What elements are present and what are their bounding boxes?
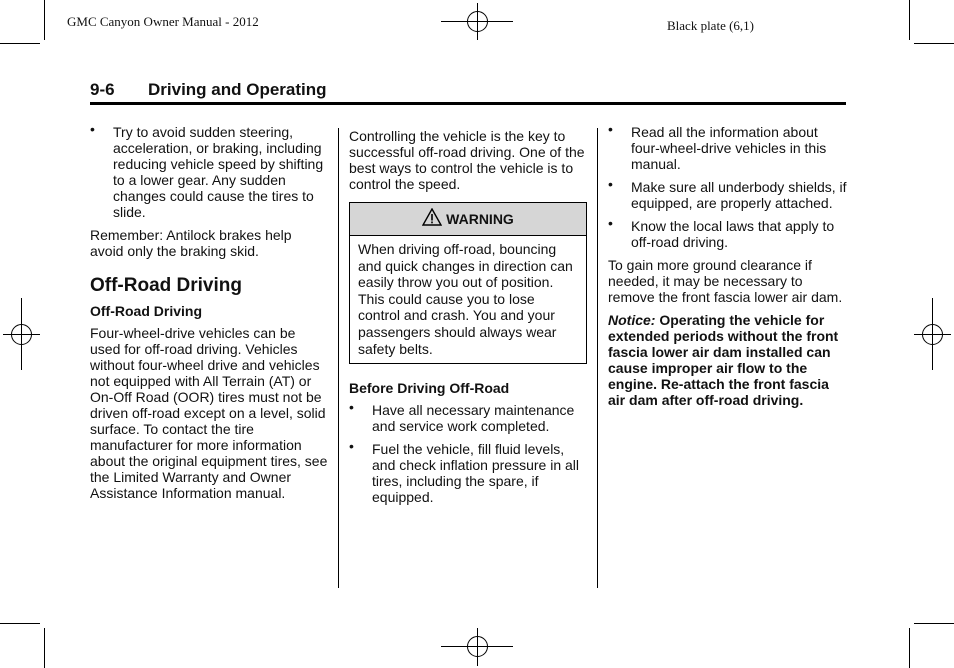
list-item-text: Know the local laws that apply to off-road driving. [631,218,835,250]
section-title [90,80,846,104]
column-divider-1 [338,128,339,588]
list-item [90,121,328,220]
column-3 [608,121,848,415]
list-item-text: Read all the information about four-wheel-drive vehicles in this manual. [631,124,827,172]
warning-box [349,202,587,364]
header-left: GMC Canyon Owner Manual - 2012 [67,14,259,29]
notice-paragraph [608,312,848,408]
list-item [608,176,848,211]
warning-title: WARNING [446,211,514,227]
bullet-icon: • [90,121,95,137]
bullet-icon: • [608,215,613,231]
warning-text: When driving off-road, bouncing and quick changes in direction can easily throw you out of position. This could cause you to lose control and crash. You and your passengers should always wear safety belts. [358,241,573,357]
list-item [349,399,587,435]
remember-note: Remember: Antilock brakes help avoid only the braking skid. [90,227,292,259]
section-heading: Off-Road Driving [90,275,242,296]
subsection-heading: Off-Road Driving [90,303,202,319]
warning-header [350,203,586,236]
notice-label: Notice: [608,312,656,328]
list-item [608,121,848,172]
column-1 [90,121,328,508]
bullet-icon: • [349,399,354,416]
section-number: 9-6 [90,80,115,99]
list-item-text: Have all necessary maintenance and service work completed. [372,402,575,435]
list-item-text: Fuel the vehicle, fill fluid levels, and check inflation pressure in all tires, including the spare, if equipped. [372,441,580,506]
header-right: Black plate (6,1) [667,18,754,33]
list-item [608,215,848,250]
list-item-text: Make sure all underbody shields, if equipped, are properly attached. [631,179,847,211]
bullet-icon: • [349,438,354,455]
subsection-heading: Before Driving Off-Road [349,380,510,397]
list-item-text: Try to avoid sudden steering, acceleration, or braking, including reducing vehicle speed by shifting to a lower gear. Any sudden changes could cause the tires to slide. [113,124,324,220]
column-divider-2 [597,128,598,588]
list-item [349,438,587,506]
intro-paragraph: Controlling the vehicle is the key to successful off-road driving. One of the best ways to control the vehicle is to control the speed. [349,128,585,192]
notice-text: Operating the vehicle for extended periods without the front fascia lower air dam installed can cause improper air flow to the engine. Re-attach the front fascia air dam after off-road driving. [608,312,839,408]
bullet-icon: • [608,121,613,137]
body-paragraph: To gain more ground clearance if needed, it may be necessary to remove the front fascia lower air dam. [608,257,843,305]
bullet-icon: • [608,176,613,192]
title-underline [90,102,846,105]
column-2 [349,128,587,512]
warning-triangle-icon [422,208,442,226]
section-name: Driving and Operating [148,80,327,99]
body-paragraph: Four-wheel-drive vehicles can be used for off-road driving. Vehicles without four-wheel drive and vehicles not equipped with All Terrain (AT) or On-Off Road (OOR) tires must not be driven off-road except on a level, solid surface. To contact the tire manufacturer for more information about the original equipment tires, see the Limited Warranty and Owner Assistance Information manual. [90,325,328,501]
